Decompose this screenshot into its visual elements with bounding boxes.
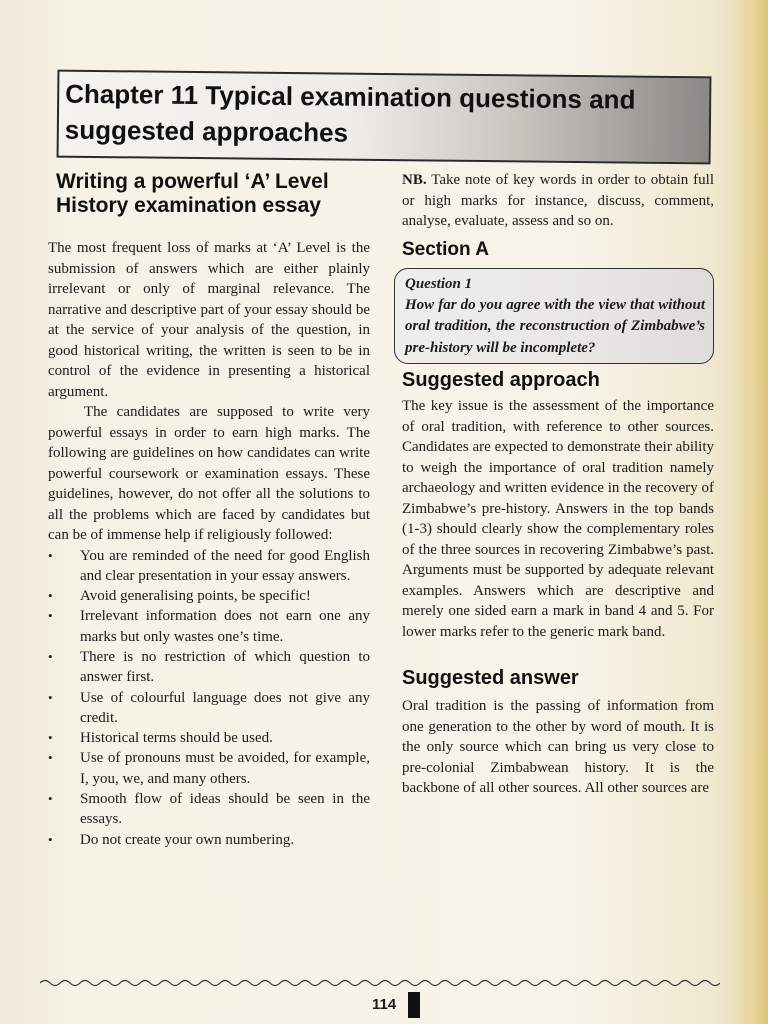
list-item	[48, 728, 370, 748]
list-item	[48, 586, 370, 606]
bullet-icon: •	[48, 588, 53, 604]
list-item	[48, 748, 370, 789]
list-item-text: Irrelevant information does not earn one any marks but only wastes one’s time.	[80, 608, 370, 645]
bullet-icon: •	[48, 608, 53, 624]
page-number: 114	[372, 996, 397, 1013]
essay-heading: Writing a powerful ‘A’ Level History examination essay	[56, 170, 329, 217]
intro-paragraph: The most frequent loss of marks at ‘A’ Level is the submission of answers which are either plainly irrelevant or only of marginal relevance. The narrative and descriptive part of your essay should be at the service of your analysis of the question, in good historical writing, the written is seen to be in control of the evidence in presenting a historical argument.	[48, 240, 370, 400]
list-item-text: You are reminded of the need for good English and clear presentation in your essay answers.	[80, 547, 370, 584]
page-marker	[408, 992, 420, 1018]
chapter-title: Chapter 11 Typical examination questions and suggested approaches	[64, 78, 636, 148]
bullet-icon: •	[48, 648, 53, 664]
bullet-icon: •	[48, 730, 53, 746]
nb-text: Take note of key words in order to obtain full or high marks for instance, discuss, comment, analyse, evaluate, assess and so on.	[402, 172, 714, 229]
list-item-text: Historical terms should be used.	[80, 730, 273, 747]
list-item-text: Use of pronouns must be avoided, for example, I, you, we, and many others.	[80, 750, 370, 787]
section-heading: Section A	[402, 238, 489, 260]
page-edge-shadow	[734, 0, 768, 1024]
answer-heading: Suggested answer	[402, 667, 579, 689]
bullet-icon: •	[48, 547, 53, 563]
guidelines-list	[48, 546, 370, 850]
left-column	[48, 170, 370, 850]
question-label: Question 1	[405, 275, 473, 292]
wavy-divider	[40, 976, 720, 990]
list-item	[48, 789, 370, 830]
bullet-icon: •	[48, 831, 53, 847]
chapter-title-box	[57, 70, 712, 165]
list-item-text: Avoid generalising points, be specific!	[80, 588, 311, 605]
answer-paragraph: Oral tradition is the passing of information from one generation to the other by word of mouth. It is the only source which can bring us very close to pre-colonial Zimbabwean history. It is the backbone of all other sources. All other sources are	[402, 698, 714, 796]
list-item	[48, 606, 370, 647]
approach-heading: Suggested approach	[402, 369, 600, 391]
nb-note	[402, 170, 714, 232]
approach-paragraph: The key issue is the assessment of the importance of oral tradition, with reference to other sources. Candidates are expected to demonstrate their ability to weigh the importance of oral tradition namely archaeology and written evidence in the recovery of Zimbabwe’s pre-history. Answers in the top bands (1-3) should clearly show the complementary roles of the three sources in recovering Zimbabwe’s past. Arguments must be supported by adequate relevant examples. Answers which are descriptive and merely one sided earn a mark in band 4 and 5. For lower marks refer to the generic mark band.	[402, 398, 714, 640]
list-item-text: Do not create your own numbering.	[80, 831, 295, 848]
list-item	[48, 546, 370, 587]
bullet-icon: •	[48, 750, 53, 766]
bullet-icon: •	[48, 689, 53, 705]
guidelines-paragraph: The candidates are supposed to write very powerful essays in order to earn high marks. The following are guidelines on how candidates can write powerful coursework or examination essays. These guidelines, however, do not offer all the solutions to all the problems which are faced by candidates but can be of immense help if religiously followed:	[48, 404, 370, 543]
question-text: How far do you agree with the view that without oral tradition, the reconstruction of Zimbabwe’s pre-history will be incomplete?	[405, 296, 705, 356]
bullet-icon: •	[48, 791, 53, 807]
list-item-text: Smooth flow of ideas should be seen in the essays.	[80, 791, 370, 828]
list-item-text: There is no restriction of which question to answer first.	[80, 648, 370, 686]
nb-label: NB.	[402, 172, 427, 188]
question-box	[394, 268, 714, 365]
list-item	[48, 688, 370, 729]
list-item-text: Use of colourful language does not give any credit.	[80, 689, 370, 726]
right-column	[402, 170, 714, 799]
list-item	[48, 647, 370, 688]
list-item	[48, 830, 370, 850]
